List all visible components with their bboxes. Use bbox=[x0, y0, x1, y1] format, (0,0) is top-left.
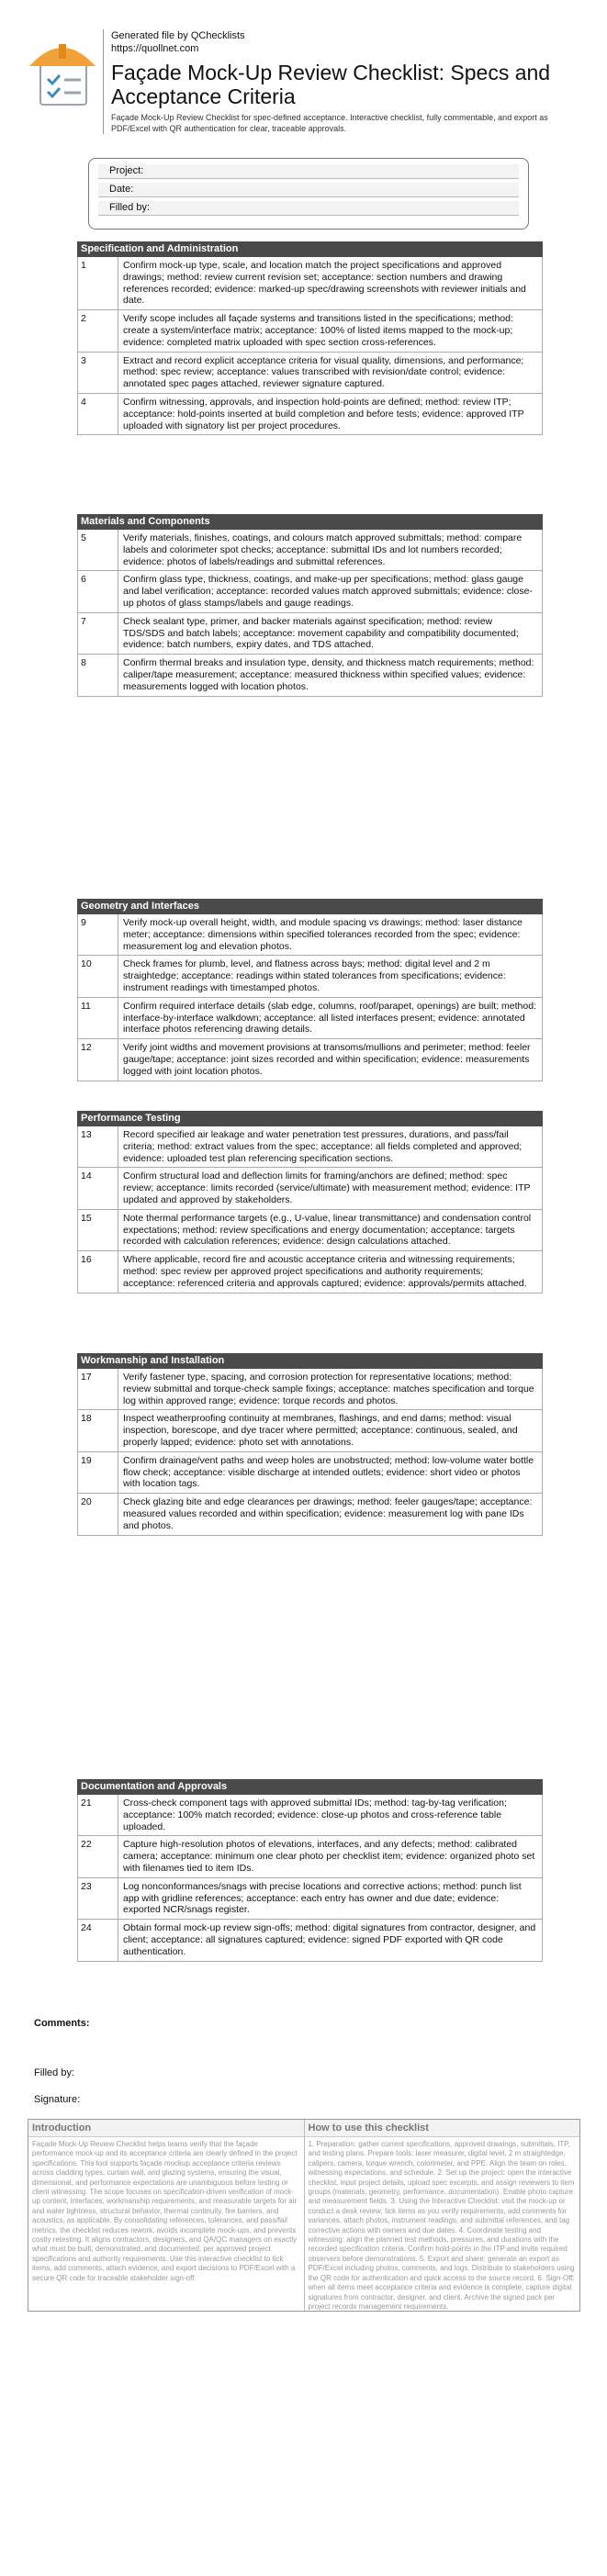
item-text: Verify materials, finishes, coatings, and colours match approved submittals; method: compare labels and colorimeter spot checks; acceptance: submittal IDs and lot numbers recorded; evidence: photos of labels/readings and submittal references. bbox=[123, 532, 523, 567]
item-number: 6 bbox=[78, 571, 118, 611]
item-number: 11 bbox=[78, 998, 118, 1038]
item-number: 3 bbox=[78, 353, 118, 393]
how-to-column bbox=[305, 2120, 580, 2311]
document-subtitle: Façade Mock-Up Review Checklist for spec-defined acceptance. Interactive checklist, fully commentable, and export as PDF/Excel with QR authentication for clear, traceable approvals. bbox=[111, 113, 548, 133]
checklist-row[interactable] bbox=[77, 1795, 543, 1836]
date-field[interactable]: Date: bbox=[98, 183, 519, 197]
item-text: Confirm mock-up type, scale, and location match the project specifications and approved drawings; method: review current revision set; acceptance: section numbers and drawing references recorded; evidence: marked-up spec/drawing screenshots with reviewer initials and date. bbox=[123, 260, 526, 307]
checklist-row[interactable] bbox=[77, 394, 543, 435]
checklist-row[interactable] bbox=[77, 1210, 543, 1251]
checklist-row[interactable] bbox=[77, 1410, 543, 1451]
item-number: 12 bbox=[78, 1039, 118, 1080]
item-number: 10 bbox=[78, 956, 118, 996]
checklist-row[interactable] bbox=[77, 353, 543, 394]
section-header: Documentation and Approvals bbox=[77, 1779, 543, 1795]
item-text: Confirm required interface details (slab edge, columns, roof/parapet, openings) are built; method: interface-by-interface walkdown; acceptance: all listed interfaces present; evidence: annotated interface photos referencing drawing details. bbox=[123, 1000, 536, 1036]
section-header: Specification and Administration bbox=[77, 241, 543, 257]
item-text: Obtain formal mock-up review sign-offs; method: digital signatures from contractor, designer, and client; acceptance: all signatures captured; evidence: signed PDF exported with QR code authentication. bbox=[123, 1922, 536, 1957]
checklist-row[interactable] bbox=[77, 1878, 543, 1920]
item-text: Note thermal performance targets (e.g., U-value, linear transmittance) and condensation control expectations; method: review specifications and energy documentation; acceptance: targets recorded with calculation references; evidence: design calculations attached. bbox=[123, 1212, 532, 1248]
item-number: 4 bbox=[78, 394, 118, 434]
checklist-row[interactable] bbox=[77, 310, 543, 352]
section-workmanship-installation bbox=[77, 1353, 543, 1536]
checklist-row[interactable] bbox=[77, 1369, 543, 1410]
item-text: Confirm witnessing, approvals, and inspection hold-points are defined; method: review ITP; acceptance: hold-points inserted at build completion and before tests; evidence: approved ITP uploaded with signatory list per project procedures. bbox=[123, 396, 524, 431]
filled-by-label[interactable]: Filled by: bbox=[34, 2067, 75, 2078]
item-text: Confirm glass type, thickness, coatings, and make-up per specifications; method: glass gauge and label verification; acceptance: recorded values match approved submittals; evidence: close-up photos of glass stamps/labels and gauge readings. bbox=[123, 574, 533, 609]
checklist-row[interactable] bbox=[77, 1251, 543, 1293]
how-to-title: How to use this checklist bbox=[305, 2120, 580, 2137]
section-specification-administration bbox=[77, 241, 543, 435]
introduction-text: Façade Mock-Up Review Checklist helps teams verify that the façade performance mock-up and its acceptance criteria are clearly defined in the project specifications. This tool supports façade mockup acceptance criteria reviews across cladding types, curtain wall, and glazing systems, ensuring the visual, dimensional, and performance expectations are unambiguous before testing or client witnessing. The scope focuses on specification-driven verification of mock-up content, interfaces, workmanship requirements, and measurable targets for air and water tightness, structural behavior, thermal continuity, fire barriers, and acoustics, as applicable. By consolidating references, tolerances, and pass/fail metrics, the checklist reduces rework, avoids incomplete mock-ups, and prevents costly retesting. It aligns contractors, designers, and QA/QC managers on exactly what must be built, demonstrated, and documented, per approved project specifications and authority requirements. Use this interactive checklist to tick items, add comments, attach evidence, and export decisions to PDF/Excel with a secure QR code for traceable stakeholder sign-off. bbox=[32, 2140, 298, 2282]
item-number: 1 bbox=[78, 257, 118, 309]
checklist-row[interactable] bbox=[77, 1039, 543, 1081]
section-performance-testing bbox=[77, 1111, 543, 1294]
introduction-column bbox=[28, 2120, 305, 2311]
item-text: Cross-check component tags with approved submittal IDs; method: tag-by-tag verification; acceptance: 100% match recorded; evidence: close-up photos and cross-reference table uploaded. bbox=[123, 1798, 507, 1832]
item-number: 23 bbox=[78, 1878, 118, 1919]
item-number: 24 bbox=[78, 1920, 118, 1960]
item-text: Verify joint widths and movement provisions at transoms/mullions and perimeter; method: feeler gauge/tape; acceptance: joint sizes recorded and within specification; evidence: measurements logged with joint location photos. bbox=[123, 1042, 531, 1077]
section-header: Workmanship and Installation bbox=[77, 1353, 543, 1369]
comments-label[interactable]: Comments: bbox=[34, 2018, 90, 2029]
item-number: 16 bbox=[78, 1251, 118, 1292]
hardhat-checklist-logo-icon bbox=[28, 39, 97, 108]
checklist-row[interactable] bbox=[77, 1452, 543, 1494]
checklist-row[interactable] bbox=[77, 914, 543, 956]
how-to-text: 1. Preparation: gather current specifications, approved drawings, submittals, ITP, and testing plans. Prepare tools: laser measurer, digital level, 2 m straightedge, calipers, camera, torque wrench, colorimeter, and PPE. Align the team on roles, witnessing expectations, and schedule. 2. Set up the project: open the interactive checklist, input project details, upload spec excerpts, and assign reviewers to item groups (materials, geometry, performance, documentation). Enable photo capture and measurement fields. 3. Using the Interactive Checklist: visit the mock-up or conduct a desk review; tick items as you verify requirements, add comments for variances, attach photos, instrument readings, and submittal references, and tag corrective actions with owners and due dates. 4. Coordinate testing and witnessing: align the planned test methods, pressures, and durations with the recorded specification criteria. Confirm hold-points in the ITP and invite required observers before demonstrations. 5. Export and share: generate an export as PDF/Excel including photos, comments, and logs. Distribute to stakeholders using the QR code for authentication and quick access to the source record. 6. Sign-Off: when all items meet acceptance criteria and evidence is complete, capture digital signatures from contractor, designer, and client. Archive the signed pack per project records management requirements. bbox=[308, 2140, 575, 2311]
item-text: Verify fastener type, spacing, and corrosion protection for representative locations; method: review submittal and torque-check sample fixings; acceptance: matches specification and torque log within approved range; evidence: torque records and photos. bbox=[123, 1372, 534, 1406]
header-text-block bbox=[103, 29, 589, 134]
signature-label[interactable]: Signature: bbox=[34, 2094, 81, 2105]
checklist-row[interactable] bbox=[77, 1168, 543, 1209]
project-info-box bbox=[88, 158, 529, 230]
filled-by-field[interactable]: Filled by: bbox=[98, 201, 519, 216]
item-text: Inspect weatherproofing continuity at membranes, flashings, and end dams; method: visual inspection, borescope, and dye tracer where permitted; acceptance: continuous, sealed, and properly lapped; evidence: photo set with annotations. bbox=[123, 1413, 518, 1448]
checklist-row[interactable] bbox=[77, 1920, 543, 1961]
section-header: Materials and Components bbox=[77, 514, 543, 530]
item-number: 2 bbox=[78, 310, 118, 351]
document-header bbox=[28, 29, 579, 140]
item-number: 9 bbox=[78, 914, 118, 955]
checklist-row[interactable] bbox=[77, 1836, 543, 1877]
item-text: Record specified air leakage and water penetration test pressures, durations, and pass/fail criteria; method: extract values from the spec; acceptance: all fields completed and approved; evidence: uploaded test plan referencing specification sections. bbox=[123, 1129, 523, 1164]
item-number: 20 bbox=[78, 1494, 118, 1534]
item-number: 18 bbox=[78, 1410, 118, 1450]
checklist-row[interactable] bbox=[77, 613, 543, 655]
section-documentation-approvals bbox=[77, 1779, 543, 1962]
item-text: Verify scope includes all façade systems and transitions listed in the specifications; method: create a system/interface matrix; acceptance: 100% of listed items mapped to the mock-up; evidence: completed matrix uploaded with spec section cross-references. bbox=[123, 313, 513, 348]
section-header: Geometry and Interfaces bbox=[77, 899, 543, 914]
section-geometry-interfaces bbox=[77, 899, 543, 1081]
item-number: 19 bbox=[78, 1452, 118, 1493]
document-title: Façade Mock-Up Review Checklist: Specs and Acceptance Criteria bbox=[111, 61, 551, 108]
item-text: Capture high-resolution photos of elevations, interfaces, and any defects; method: calibrated camera; acceptance: minimum one clear photo per checklist item; evidence: organized photo set with filenames tied to item IDs. bbox=[123, 1839, 535, 1874]
item-number: 7 bbox=[78, 613, 118, 654]
section-header: Performance Testing bbox=[77, 1111, 543, 1126]
checklist-row[interactable] bbox=[77, 257, 543, 310]
item-text: Confirm thermal breaks and insulation type, density, and thickness match requirements; method: caliper/tape measurement; acceptance: measured thickness within specified values; evidence: measurements logged with location photos. bbox=[123, 657, 534, 692]
checklist-row[interactable] bbox=[77, 1126, 543, 1168]
item-number: 5 bbox=[78, 530, 118, 570]
section-materials-components bbox=[77, 514, 543, 697]
item-text: Check sealant type, primer, and backer materials against specification; method: review TDS/SDS and batch labels; acceptance: movement capability and compatibility documented; evidence: batch numbers, expiry dates, and TDS attached. bbox=[123, 615, 519, 651]
item-number: 22 bbox=[78, 1836, 118, 1876]
item-text: Check frames for plumb, level, and flatness across bays; method: digital level and 2 m straightedge; acceptance: readings within stated tolerances from specifications; evidence: instrument readings with timestamped photos. bbox=[123, 958, 506, 993]
introduction-title: Introduction bbox=[28, 2120, 304, 2137]
item-number: 15 bbox=[78, 1210, 118, 1250]
checklist-row[interactable] bbox=[77, 998, 543, 1039]
project-field[interactable]: Project: bbox=[98, 164, 519, 179]
checklist-row[interactable] bbox=[77, 571, 543, 612]
generated-by-label: Generated file by QChecklists bbox=[111, 30, 245, 41]
item-text: Check glazing bite and edge clearances per drawings; method: feeler gauges/tape; acceptance: measured values recorded and within specification; evidence: measurement log with pane IDs and photos. bbox=[123, 1496, 533, 1531]
checklist-row[interactable] bbox=[77, 655, 543, 696]
item-number: 21 bbox=[78, 1795, 118, 1835]
item-text: Confirm drainage/vent paths and weep holes are unobstructed; method: low-volume water bottle flow check; acceptance: visible discharge at intended outlets; evidence: short video or photos with location tags. bbox=[123, 1454, 534, 1490]
info-columns bbox=[28, 2119, 580, 2312]
item-number: 8 bbox=[78, 655, 118, 695]
checklist-row[interactable] bbox=[77, 530, 543, 571]
item-text: Verify mock-up overall height, width, and module spacing vs drawings; method: laser distance meter; acceptance: dimensions within specified tolerances recorded from the spec; evidence: measurement log and elevation photos. bbox=[123, 917, 523, 952]
item-number: 13 bbox=[78, 1126, 118, 1167]
item-text: Where applicable, record fire and acoustic acceptance criteria and witnessing requirements; method: spec review per approved project specifications and authority requirements; acceptance: referenced criteria and approvals captured; evidence: approvals/permits attached. bbox=[123, 1254, 527, 1289]
item-number: 17 bbox=[78, 1369, 118, 1409]
item-number: 14 bbox=[78, 1168, 118, 1208]
item-text: Extract and record explicit acceptance criteria for visual quality, dimensions, and performance; method: spec review; acceptance: values transcribed with revision/date control; evidence: annotated spec pages attached, reviewer signature captured. bbox=[123, 354, 524, 390]
source-url[interactable]: https://quollnet.com bbox=[111, 43, 199, 54]
item-text: Log nonconformances/snags with precise locations and corrective actions; method: punch list app with gridline references; acceptance: each entry has owner and due date; evidence: exported NCR/snags register. bbox=[123, 1880, 522, 1916]
checklist-row[interactable] bbox=[77, 956, 543, 997]
checklist-row[interactable] bbox=[77, 1494, 543, 1535]
item-text: Confirm structural load and deflection limits for framing/anchors are defined; method: spec review; acceptance: limits recorded (service/ultimate) with measurement method; evidence: ITP updated and approved by stakeholders. bbox=[123, 1170, 531, 1205]
